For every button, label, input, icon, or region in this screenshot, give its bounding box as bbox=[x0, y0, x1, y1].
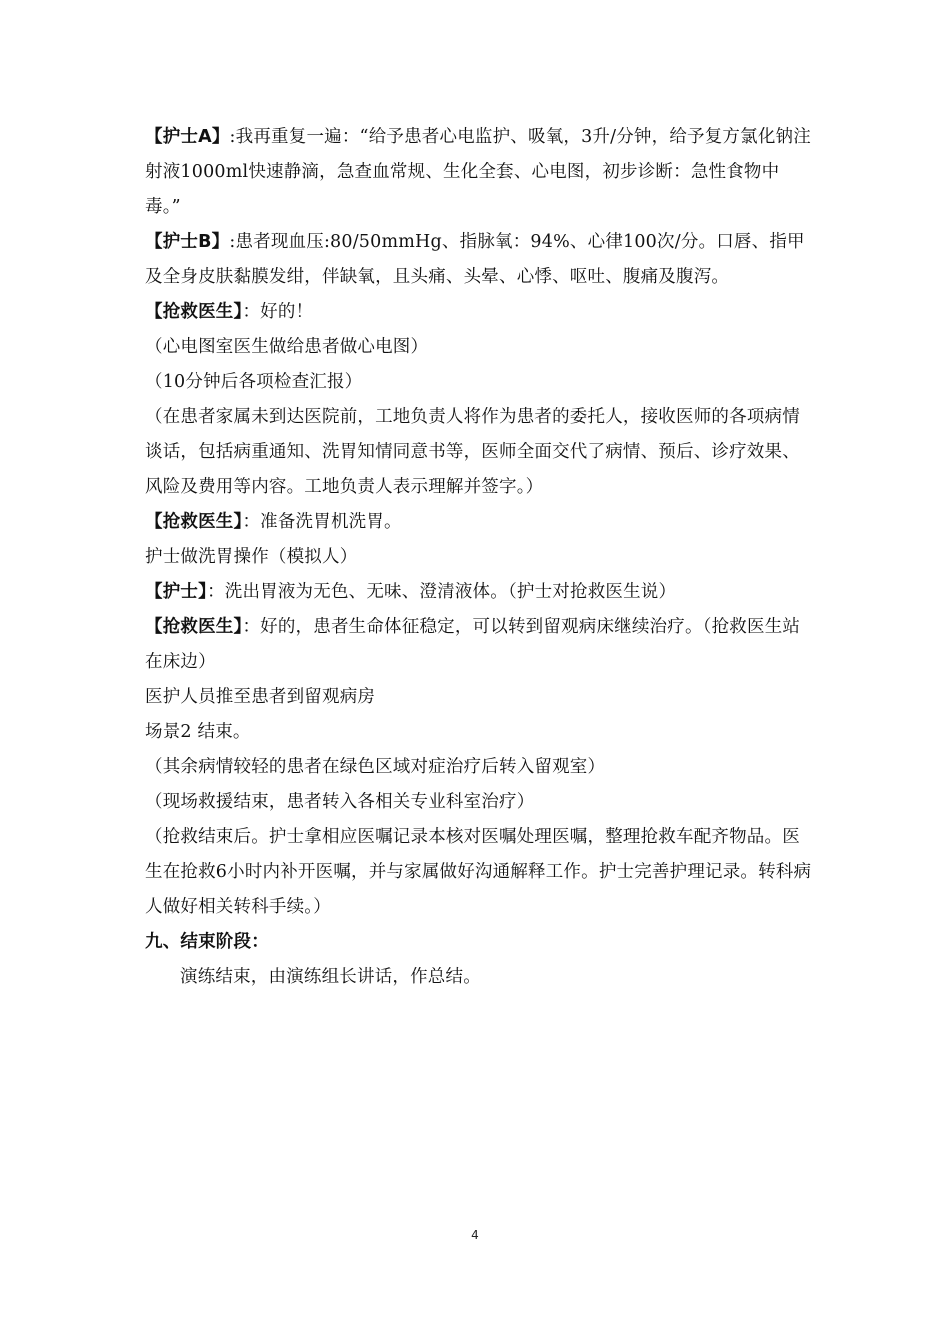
document-body bbox=[145, 120, 813, 995]
paragraph-after-rescue bbox=[145, 820, 813, 925]
paragraph-rescue-end bbox=[145, 785, 813, 820]
paragraph-lavage-action bbox=[145, 540, 813, 575]
paragraph-text: 场景2 结束。 bbox=[145, 722, 251, 742]
paragraph-text: （在患者家属未到达医院前，工地负责人将作为患者的委托人，接收医师的各项病情谈话，包括病重通知、洗胃知情同意书等，医师全面交代了病情、预后、诊疗效果、风险及费用等内容。工地负责人表示理解并签字。） bbox=[145, 407, 800, 497]
paragraph-text: 护士做洗胃操作（模拟人） bbox=[145, 547, 358, 567]
paragraph-text: :患者现血压:80/50mmHg、指脉氧：94%、心律100次/分。口唇、指甲及全身皮肤黏膜发绀，伴缺氧，且头痛、头晕、心悸、呕吐、腹痛及腹泻。 bbox=[145, 232, 805, 287]
paragraph-text: （其余病情较轻的患者在绿色区域对症治疗后转入留观室） bbox=[145, 757, 606, 777]
section-heading: 九、结束阶段： bbox=[145, 932, 269, 952]
paragraph-text: :我再重复一遍：“给予患者心电监护、吸氧，3升/分钟，给予复方氯化钠注射液1000ml快速静滴，急查血常规、生化全套、心电图，初步诊断：急性食物中毒。” bbox=[145, 127, 811, 217]
paragraph-text: ：洗出胃液为无色、无味、澄清液体。（护士对抢救医生说） bbox=[207, 582, 677, 602]
paragraph-doctor-lavage bbox=[145, 505, 813, 540]
page-number: 4 bbox=[471, 1228, 479, 1242]
paragraph-report-note bbox=[145, 365, 813, 400]
paragraph-ecg-note bbox=[145, 330, 813, 365]
paragraph-text: （10分钟后各项检查汇报） bbox=[145, 372, 363, 392]
paragraph-scene-end bbox=[145, 715, 813, 750]
speaker-label: 【护士】 bbox=[145, 582, 208, 602]
paragraph-text: ：准备洗胃机洗胃。 bbox=[242, 512, 402, 532]
paragraph-doctor-stable bbox=[145, 610, 813, 680]
paragraph-text: 医护人员推至患者到留观病房 bbox=[145, 687, 376, 707]
paragraph-text: （抢救结束后。护士拿相应医嘱记录本核对医嘱处理医嘱，整理抢救车配齐物品。医生在抢救6小时内补开医嘱，并与家属做好沟通解释工作。护士完善护理记录。转科病人做好相关转科手续。） bbox=[145, 827, 812, 917]
paragraph-text: （现场救援结束，患者转入各相关专业科室治疗） bbox=[145, 792, 535, 812]
paragraph-doctor-ok bbox=[145, 295, 813, 330]
paragraph-text: （心电图室医生做给患者做心电图） bbox=[145, 337, 429, 357]
speaker-label: 【护士A】 bbox=[145, 127, 230, 147]
paragraph-transfer bbox=[145, 680, 813, 715]
paragraph-text: ：好的，患者生命体征稳定，可以转到留观病床继续治疗。（抢救医生站在床边） bbox=[145, 617, 801, 672]
paragraph-text: ：好的！ bbox=[242, 302, 314, 322]
closing-paragraph: 演练结束，由演练组长讲话，作总结。 bbox=[180, 967, 481, 987]
speaker-label: 【抢救医生】 bbox=[145, 302, 243, 322]
speaker-label: 【护士B】 bbox=[145, 232, 230, 252]
speaker-label: 【抢救医生】 bbox=[145, 512, 243, 532]
paragraph-other-patients bbox=[145, 750, 813, 785]
paragraph-consent-note bbox=[145, 400, 813, 505]
paragraph-nurse-report bbox=[145, 575, 813, 610]
speaker-label: 【抢救医生】 bbox=[145, 617, 243, 637]
paragraph-nurse-a bbox=[145, 120, 813, 225]
paragraph-nurse-b bbox=[145, 225, 813, 295]
